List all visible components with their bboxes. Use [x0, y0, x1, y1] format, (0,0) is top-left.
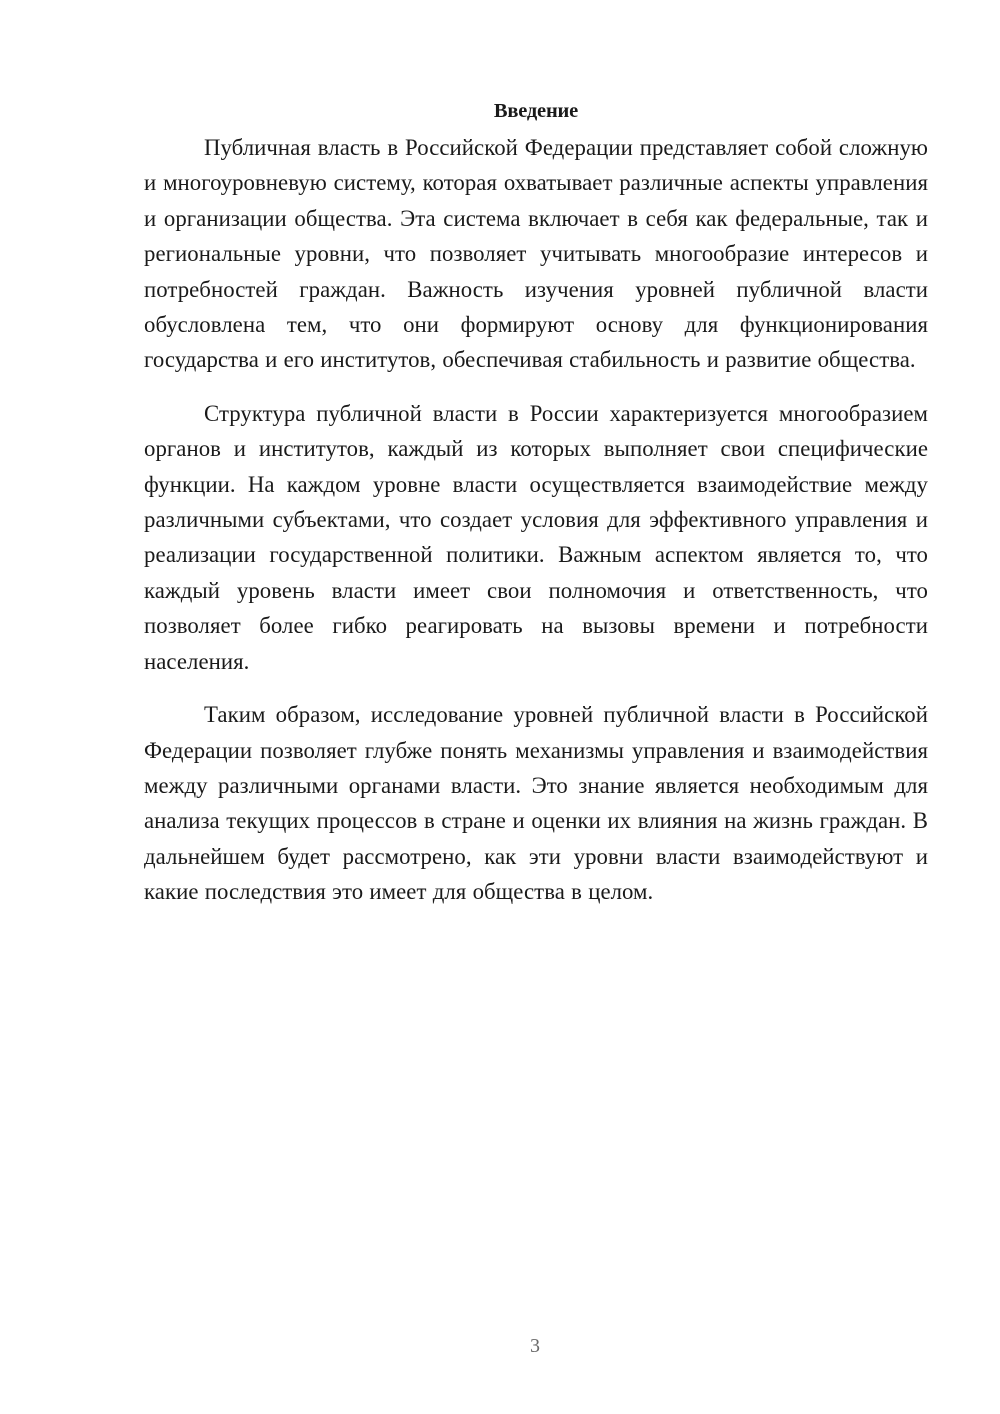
paragraph-3: Таким образом, исследование уровней публичной власти в Российской Федерации позволяет глубже понять механизмы управления и взаимодействия между различными органами власти. Это знание является необходимым для анализа текущих процессов в стране и оценки их влияния на жизнь граждан. В дальнейшем будет рассмотрено, как эти уровни власти взаимодействуют и какие последствия это имеет для общества в целом. — [144, 702, 928, 905]
paragraph-2: Структура публичной власти в России характеризуется многообразием органов и институтов, каждый из которых выполняет свои специфические функции. На каждом уровне власти осуществляется взаимодействие между различными субъектами, что создает условия для эффективного управления и реализации государственной политики. Важным аспектом является то, что каждый уровень власти имеет свои полномочия и ответственность, что позволяет более гибко реагировать на вызовы времени и потребности населения. — [144, 400, 928, 674]
paragraph-1: Публичная власть в Российской Федерации представляет собой сложную и многоуровневую систему, которая охватывает различные аспекты управления и организации общества. Эта система включает в себя как федеральные, так и региональные уровни, что позволяет учитывать многообразие интересов и потребностей граждан. Важность изучения уровней публичной власти обусловлена тем, что они формируют основу для функционирования государства и его институтов, обеспечивая стабильность и развитие общества. — [144, 135, 928, 373]
page-body — [144, 96, 928, 910]
page-number: 3 — [530, 1335, 540, 1357]
section-heading: Введение — [493, 100, 579, 122]
